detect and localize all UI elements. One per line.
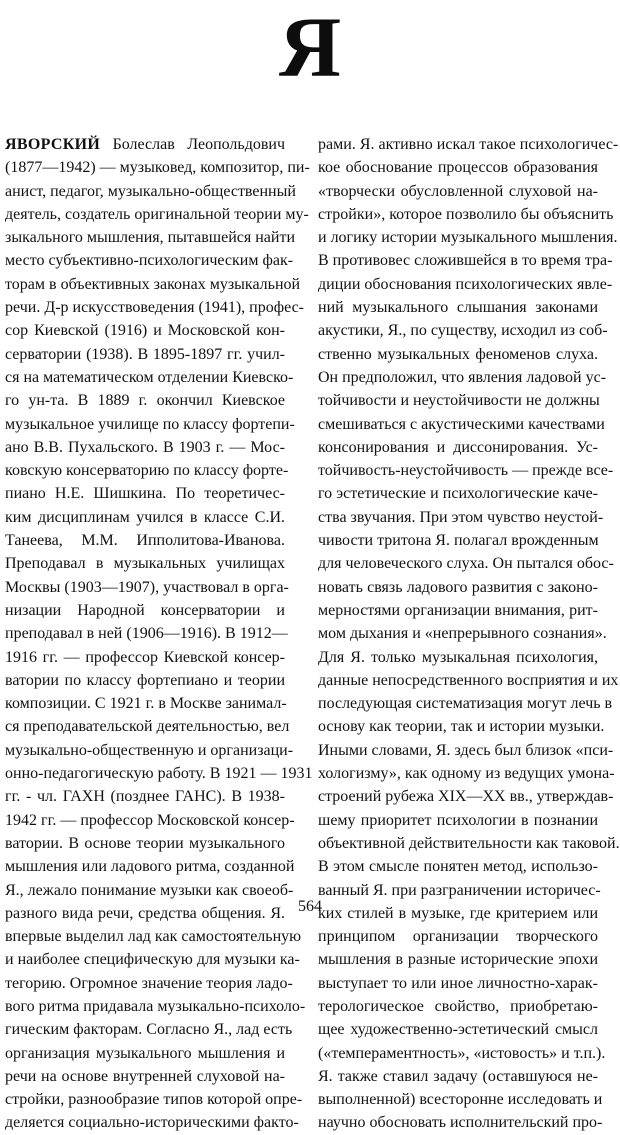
text-line: вого ритма придавала музыкально-психоло- xyxy=(5,997,306,1015)
right-column-lines xyxy=(318,133,620,1135)
text-line: выступает то или иное личностно-харак- xyxy=(318,974,598,992)
text-line: рами. Я. активно искал такое психологичес- xyxy=(318,136,619,153)
text-line: композиции. С 1921 г. в Москве занимал- xyxy=(5,695,287,713)
text-line: ся на математическом отделении Киевско- xyxy=(5,368,294,386)
page-number: 564 xyxy=(298,898,322,915)
entry-first-line-text: Болеслав Леопольдович xyxy=(112,136,286,153)
right-column xyxy=(318,133,620,1135)
text-line: последующая систематизация могут лечь в xyxy=(318,695,613,713)
entry-headword: ЯВОРСКИЙ xyxy=(5,136,101,153)
text-line: пиано Н.Е. Шишкина. По теоретичес- xyxy=(5,485,285,503)
text-line: 1942 гг. — профессор Московской консер- xyxy=(5,811,295,829)
text-line: деятель, создатель оригинальной теории му- xyxy=(5,205,309,223)
section-letter-heading: Я xyxy=(278,0,342,95)
text-line: Я., лежало понимание музыки как своеоб- xyxy=(5,881,294,899)
text-line: В этом смысле понятен метод, использо- xyxy=(318,858,598,876)
text-line: стройки, разнообразие типов которой опре- xyxy=(5,1091,303,1109)
text-line: Он предположил, что явления ладовой ус- xyxy=(318,368,607,386)
text-line: ватории по классу фортепиано и теории xyxy=(5,671,285,689)
text-line: ся преподавательской деятельностью, вел xyxy=(5,718,290,736)
text-line: мерностями организации внимания, рит- xyxy=(318,601,598,619)
text-line: музыкально-общественную и организаци- xyxy=(5,741,294,759)
text-line: место субъективно-психологическим фак- xyxy=(5,252,294,270)
text-line: щее художественно-эстетический смысл xyxy=(318,1021,598,1039)
text-line: речи. Д-р искусствоведения (1941), профес- xyxy=(5,299,304,317)
text-line: чивости тритона Я. полагал врожденным xyxy=(318,532,599,550)
text-line: новать связь ладового развития с законо- xyxy=(318,578,598,596)
text-line: организация музыкального мышления и xyxy=(5,1044,285,1062)
text-line: зыкального мышления, пытавшейся найти xyxy=(5,229,295,247)
text-line: шему приоритет психологии в познании xyxy=(318,811,598,829)
text-line: ванный Я. при разграничении историчес- xyxy=(318,881,601,899)
text-line: ковскую консерваторию по классу форте- xyxy=(5,462,289,480)
text-line: мышления в разные исторические эпохи xyxy=(318,951,598,969)
entry-first-line xyxy=(5,133,285,156)
text-line: терологическое свойство, приобретаю- xyxy=(318,997,598,1015)
text-line: данные непосредственного восприятия и их xyxy=(318,671,619,689)
text-line: ано В.В. Пухальского. В 1903 г. — Мос- xyxy=(5,438,285,456)
text-line: серватории (1938). В 1895-1897 гг. учил- xyxy=(5,345,285,363)
text-line: тойчивости и неустойчивости не должны xyxy=(318,392,600,410)
text-line: гическим факторам. Согласно Я., лад есть xyxy=(5,1021,293,1039)
text-line: объективной действительности как таковой. xyxy=(318,834,620,852)
text-line: музыкальное училище по классу фортепи- xyxy=(5,415,295,433)
text-line: разного вида речи, средства общения. Я. xyxy=(5,904,285,922)
text-line: тойчивость-неустойчивость — прежде все- xyxy=(318,462,614,480)
text-line: кое обоснование процессов образования xyxy=(318,159,598,177)
text-line: Москвы (1903—1907), участвовал в орга- xyxy=(5,578,289,596)
text-line: Для Я. только музыкальная психология, xyxy=(318,648,598,666)
text-line: мом дыхания и «непрерывного сознания». xyxy=(318,625,607,643)
text-line: Преподавал в музыкальных училищах xyxy=(5,555,285,573)
text-line: основу как теории, так и истории музыки. xyxy=(318,718,605,736)
text-line: преподавал в ней (1906—1916). В 1912— xyxy=(5,625,288,643)
text-line: го ун-та. В 1889 г. окончил Киевское xyxy=(5,392,285,410)
text-line: стройки», которое позволило бы объяснить xyxy=(318,205,614,223)
text-line: принципом организации творческого xyxy=(318,928,598,946)
text-line: тегорию. Огромное значение теория ладо- xyxy=(5,974,293,992)
text-line: консонирования и диссонирования. Ус- xyxy=(318,438,598,456)
text-line: и логику истории музыкального мышления. xyxy=(318,229,618,247)
text-line: ства звучания. При этом чувство неустой- xyxy=(318,508,604,526)
text-line: Танеева, М.М. Ипполитова-Иванова. xyxy=(5,532,285,550)
text-line: ких стилей в музыке, где критерием или xyxy=(318,904,598,922)
text-line: анист, педагог, музыкально-общественный xyxy=(5,182,296,200)
text-line: го эстетические и психологические каче- xyxy=(318,485,598,503)
text-line: ственно музыкальных феноменов слуха. xyxy=(318,345,598,363)
text-line: ким дисциплинам учился в классе С.И. xyxy=(5,508,285,526)
text-line: диции обоснования психологических явле- xyxy=(318,275,613,293)
text-line: (1877—1942) — музыковед, композитор, пи- xyxy=(5,159,310,177)
text-line: речи на основе внутренней слуховой на- xyxy=(5,1067,285,1085)
text-line: хологизму», как одному из ведущих умона- xyxy=(318,765,615,783)
text-line: акустики, Я., по существу, исходил из соб- xyxy=(318,322,608,340)
text-line: сор Киевской (1916) и Московской кон- xyxy=(5,322,285,340)
text-line: низации Народной консерватории и xyxy=(5,601,285,619)
text-line: ватории. В основе теории музыкального xyxy=(5,834,285,852)
text-line: впервые выделил лад как самостоятельную xyxy=(5,928,302,946)
text-line: научно обосновать исполнительский про- xyxy=(318,1114,603,1132)
text-line: В противовес сложившейся в то время тра- xyxy=(318,252,613,270)
text-line: строений рубежа XIX—XX вв., утверждав- xyxy=(318,788,614,806)
text-line: ний музыкального слышания законами xyxy=(318,299,598,317)
text-line: Иными словами, Я. здесь был близок «пси- xyxy=(318,741,614,759)
text-line: 1916 гг. — профессор Киевской консер- xyxy=(5,648,285,666)
text-line: Я. также ставил задачу (оставшуюся не- xyxy=(318,1067,598,1085)
text-line: гг. - чл. ГАХН (позднее ГАНС). В 1938- xyxy=(5,788,285,806)
text-line: мышления или ладового ритма, созданной xyxy=(5,858,295,876)
text-line: деляется социально-историческими факто- xyxy=(5,1114,299,1132)
text-line: для человеческого слуха. Он пытался обос- xyxy=(318,555,614,573)
text-line: торам в объективных законах музыкальной xyxy=(5,275,301,293)
text-line: («темпераментность», «истовость» и т.п.). xyxy=(318,1044,606,1062)
text-line: «творчески обусловленной слуховой на- xyxy=(318,182,598,200)
text-line: смешиваться с акустическими качествами xyxy=(318,415,605,433)
text-line: и наиболее специфическую для музыки ка- xyxy=(5,951,300,969)
text-line: онно-педагогическую работу. В 1921 — 1931 xyxy=(5,765,313,783)
text-line: выполненной) всесторонне исследовать и xyxy=(318,1091,603,1109)
